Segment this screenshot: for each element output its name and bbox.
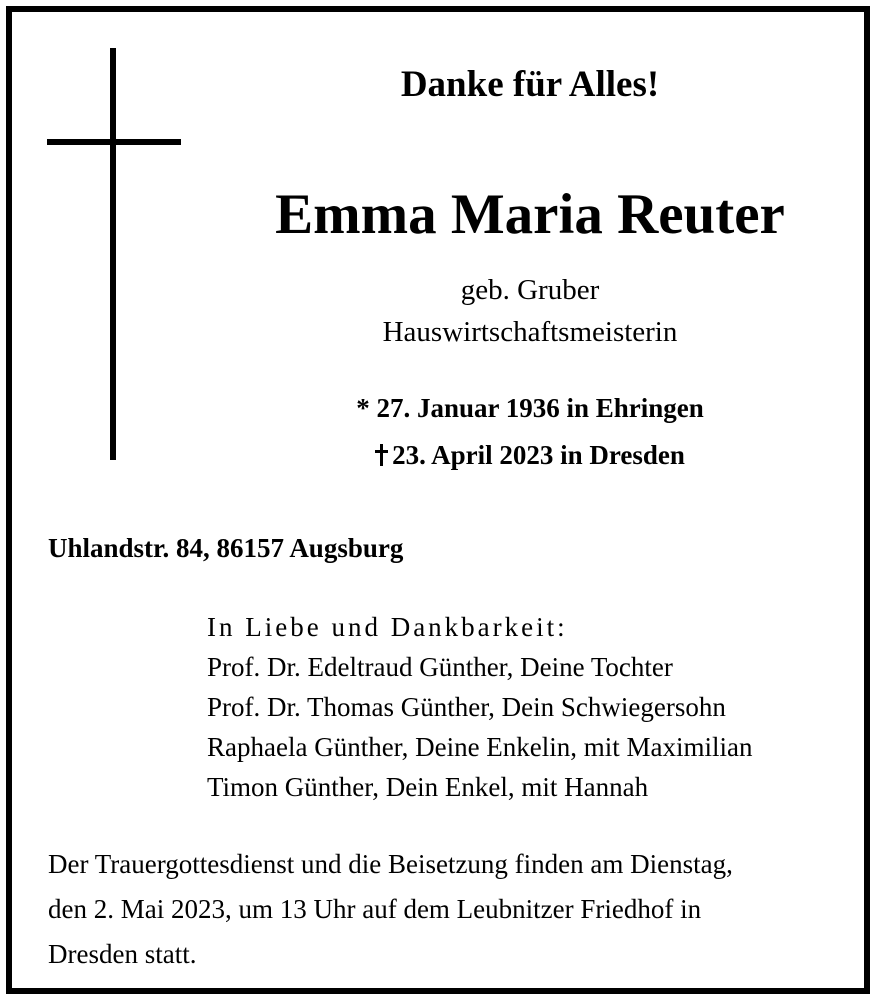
thanks-heading: Danke für Alles!: [400, 64, 660, 105]
mourner-name: Timon Günther, Dein Enkel, mit Hannah: [207, 772, 649, 802]
death-text: 23. April 2023 in Dresden: [392, 440, 685, 470]
cross-vertical-bar: [110, 48, 116, 460]
mourner-name: Prof. Dr. Thomas Günther, Dein Schwiegersohn: [207, 692, 726, 722]
cross-horizontal-bar: [47, 139, 181, 145]
birth-line: * 27. Januar 1936 in Ehringen: [356, 393, 704, 423]
deceased-name: Emma Maria Reuter: [275, 183, 785, 246]
service-line: den 2. Mai 2023, um 13 Uhr auf dem Leubnitzer Friedhof in: [48, 894, 702, 924]
mourner-name: Prof. Dr. Edeltraud Günther, Deine Tochter: [207, 652, 673, 682]
maiden-name: geb. Gruber: [460, 274, 600, 306]
address: Uhlandstr. 84, 86157 Augsburg: [48, 533, 404, 563]
mourner-name: Raphaela Günther, Deine Enkelin, mit Maximilian: [207, 732, 753, 762]
service-line: Der Trauergottesdienst und die Beisetzung finden am Dienstag,: [48, 849, 733, 879]
dagger-cross-icon: [375, 444, 387, 466]
death-line: [240, 433, 820, 477]
profession: Hauswirtschaftsmeisterin: [382, 316, 678, 348]
service-announcement: [48, 842, 733, 977]
mourners-block: [207, 607, 753, 807]
mourners-heading: In Liebe und Dankbarkeit:: [207, 612, 568, 642]
service-line: Dresden statt.: [48, 939, 197, 969]
